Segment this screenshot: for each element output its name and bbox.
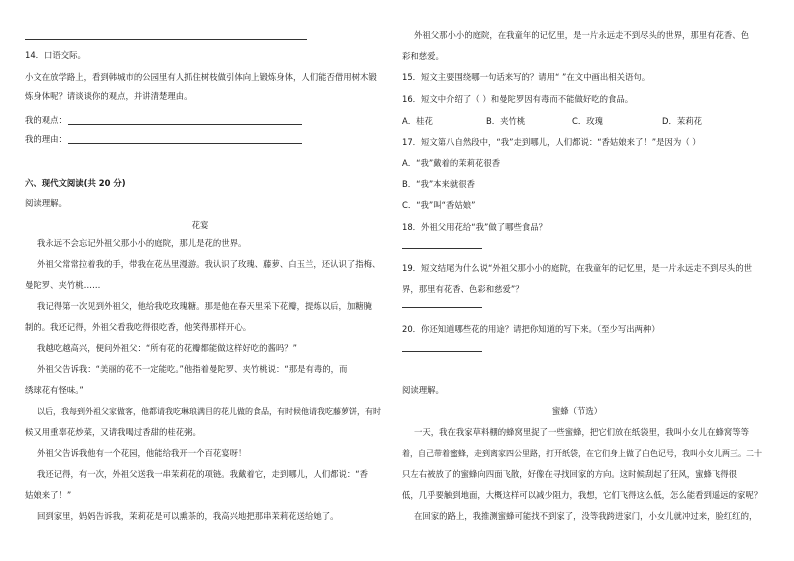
- q18-text: 18．外祖父用花给“我”做了哪些食品？: [402, 222, 547, 232]
- q14-view-answer-line[interactable]: [68, 124, 302, 125]
- q15-text: 15．短文主要围绕哪一句话来写的？请用“ ”在文中画出相关语句。: [402, 72, 651, 82]
- reading-label: 阅读理解。: [25, 198, 67, 208]
- passage-paragraph-7: 外祖父告诉我他有一个花园，他能给我开一个百花宴呀！: [37, 448, 247, 458]
- q20-answer-line[interactable]: [402, 351, 482, 352]
- q19-text-line1: 19．短文结尾为什么说“外祖父那小小的庭院，在我童年的记忆里，是一片永远走不到尽头的世: [402, 263, 752, 273]
- passage-paragraph-3-line1: 我记得第一次见到外祖父，他给我吃玫瑰糖。那是他在春天里采下花瓣，提炼以后，加糖腌: [37, 301, 372, 311]
- q14-view-label: 我的观点：: [25, 115, 67, 125]
- passage-paragraph-8-line2: 姑娘来了！”: [25, 490, 72, 500]
- passage2-paragraph-1-line1: 一天，我在我家草料棚的蜂窝里捉了一些蜜蜂，把它们放在纸袋里，我叫小女儿在蜂窝等等: [414, 427, 749, 437]
- passage-paragraph-6-line2: 候又用重辜花炒菜，又请我喝过香甜的桂花粥。: [25, 427, 201, 437]
- q16-option-d[interactable]: D．茉莉花: [662, 116, 702, 126]
- passage-paragraph-8-line1: 我还记得，有一次，外祖父送我一串茉莉花的项链。我戴着它，走到哪儿，人们都说：“香: [37, 469, 368, 479]
- passage-paragraph-5-line2: 绣球花有怪味。”: [25, 385, 84, 395]
- q20-text: 20．你还知道哪些花的用途？请把你知道的写下来。（至少写出两种）: [402, 324, 660, 334]
- q17-text: 17．短文第八自然段中，“我”走到哪儿，人们都说：“香姑娘来了！”是因为（ ）: [402, 137, 701, 147]
- passage-paragraph-6-line1: 以后，我每到外祖父家做客，他都请我吃琳琅满目的花儿做的食品，有时候他请我吃藤萝饼，有时: [37, 407, 381, 416]
- left-column: [25, 0, 385, 561]
- q17-option-c[interactable]: C．“我”叫“香姑娘”: [402, 200, 476, 210]
- passage-paragraph-2-line1: 外祖父常常拉着我的手，带我在花丛里漫游。我认识了玫瑰、藤萝、白玉兰，还认识了指梅、: [37, 259, 381, 269]
- passage-paragraph-9: 回到家里，妈妈告诉我，茉莉花是可以熏茶的，我高兴地把那串茉莉花送给她了。: [37, 511, 339, 521]
- q18-answer-line[interactable]: [402, 248, 482, 249]
- q16-option-c[interactable]: C．玫瑰: [572, 116, 603, 126]
- passage2-paragraph-2: 在回家的路上，我推测蜜蜂可能找不到家了，没等我跨进家门，小女儿就冲过来，脸红红的，: [414, 511, 758, 521]
- q19-text-line2: 界，那里有花香、色彩和慈爱”？: [402, 284, 524, 294]
- passage-paragraph-4: 我越吃越高兴，便问外祖父：“所有花的花瓣都能做这样好吃的酱吗？”: [37, 343, 297, 353]
- q16-option-b[interactable]: B．夹竹桃: [486, 116, 526, 126]
- passage-title: 花宴: [191, 220, 209, 230]
- top-answer-line: [25, 39, 307, 40]
- q19-answer-line[interactable]: [402, 307, 482, 308]
- passage2-paragraph-1-line3: 只左右被放了的蜜蜂向四面飞散，好像在寻找回家的方向。这时候刮起了狂风，蜜蜂飞得很: [402, 469, 737, 479]
- passage-paragraph-2-line2: 曼陀罗、夹竹桃……: [25, 280, 101, 290]
- passage-paragraph-3-line2: 制的。我还记得，外祖父看我吃得很吃香，他笑得那样开心。: [25, 322, 252, 332]
- q17-option-a[interactable]: A．“我”戴着的茉莉花很香: [402, 158, 501, 168]
- q16-option-a[interactable]: A．桂花: [402, 116, 433, 126]
- right-column: [402, 0, 762, 561]
- q14-reason-label: 我的理由：: [25, 134, 67, 144]
- q14-reason-answer-line[interactable]: [68, 143, 302, 144]
- passage-paragraph-5-line1: 外祖父告诉我：“美丽的花不一定能吃。”他指着曼陀罗、夹竹桃说：“那是有毒的，而: [37, 364, 348, 374]
- passage2-paragraph-1-line4: 低，几乎要触到地面，大概这样可以减少阻力，我想，它们飞得这么低，怎么能看到遥远的家呢？: [402, 490, 763, 500]
- passage-closing-line1: 外祖父那小小的庭院，在我童年的记忆里，是一片永远走不到尽头的世界，那里有花香、色: [414, 30, 749, 40]
- q16-text: 16．短文中介绍了（ ）和曼陀罗因有毒而不能做好吃的食品。: [402, 94, 634, 104]
- reading-label-2: 阅读理解。: [402, 385, 444, 395]
- q14-text-line1: 小文在放学路上，看到韩城市的公园里有人抓住树枝做引体向上锻炼身体，人们能否借用树木锻: [25, 72, 377, 82]
- passage2-paragraph-1-line2: 着，自己带着蜜蜂，走到离家四公里路，打开纸袋，在它们身上做了白色记号，我叫小女儿两三。二十: [402, 449, 762, 458]
- passage-closing-line2: 彩和慈爱。: [402, 51, 444, 61]
- passage2-title: 蜜蜂（节选）: [551, 406, 603, 416]
- q17-option-b[interactable]: B．“我”本来就很香: [402, 179, 476, 189]
- passage-paragraph-1: 我永远不会忘记外祖父那小小的庭院，那儿是花的世界。: [37, 238, 247, 248]
- section6-title: 六、现代文阅读(共 20 分): [25, 178, 126, 188]
- q14-title: 14．口语交际。: [25, 50, 86, 60]
- q14-text-line2: 炼身体呢？请谈谈你的观点，并讲清楚理由。: [25, 91, 193, 101]
